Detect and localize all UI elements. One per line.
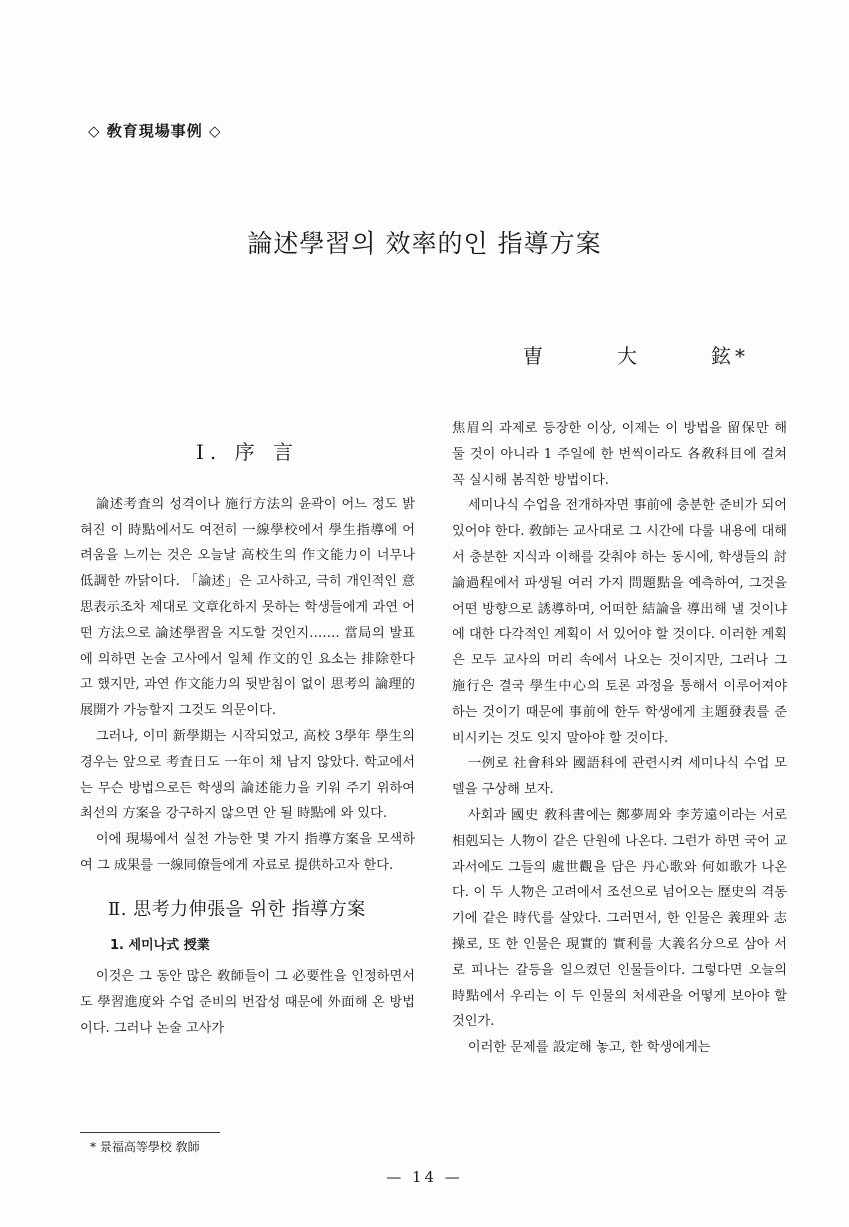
- footnote: * 景福高等學校 敎師: [90, 1140, 200, 1154]
- paragraph: 論述考査의 성격이나 施行方法의 윤곽이 어느 정도 밝혀진 이 時點에서도 여전히 一線學校에서 學生指導에 어려움을 느끼는 것은 오늘날 高校生의 作文能力이 너무나 低調한 까닭이다. 「論述」은 고사하고, 극히 개인적인 意思表示조차 제대로 文章化하지 못하는 학생들에게 과연 어떤 方法으로 論述學習을 지도할 것인지……. 當局의 발표에 의하면 논술 고사에서 일체 作文的인 요소는 排除한다고 했지만, 과연 作文能力의 뒷받침이 없이 思考의 論理的 展開가 가능할지 그것도 의문이다.: [80, 496, 415, 719]
- paragraph: 세미나식 수업을 전개하자면 事前에 충분한 준비가 되어 있어야 한다. 敎師는 교사대로 그 시간에 다룰 내용에 대해서 충분한 지식과 이해를 갖춰야 하는 동시에, 학생들의 討論過程에서 파생될 여러 가지 問題點을 예측하여, 그것을 어떤 방향으로 誘導하며, 어떠한 結論을 導出해 낼 것이냐에 대한 다각적인 계획이 서 있어야 할 것이다. 이러한 계획은 모두 교사의 머리 속에서 나오는 것이지만, 그러나 그 施行은 결국 學生中心의 토론 과정을 통해서 이루어져야 하는 것이기 때문에 事前에 한두 학생에게 主題發表를 준비시키는 것도 잊지 말아야 할 것이다.: [452, 498, 787, 746]
- paragraph: 사회과 國史 敎科書에는 鄭夢周와 李芳遠이라는 서로 相剋되는 人物이 같은 단원에 나온다. 그런가 하면 국어 교과서에도 그들의 處世觀을 담은 丹心歌와 何如歌가 나온다. 이 두 人物은 고려에서 조선으로 넘어오는 歷史의 격동기에 같은 時代를 살았다. 그러면서, 한 인물은 義理와 志操로, 또 한 인물은 現實的 實利를 大義名分으로 삼아 서로 피나는 갈등을 일으켰던 인물들이다. 그렇다면 오늘의 時點에서 우리는 이 두 인물의 처세관을 어떻게 보아야 할 것인가.: [452, 807, 787, 1030]
- author-name-2: 大: [617, 344, 641, 368]
- paragraph: 焦眉의 과제로 등장한 이상, 이제는 이 방법을 留保만 해 둘 것이 아니라 1 주일에 한 번씩이라도 各敎科目에 걸쳐 꼭 실시해 봄직한 방법이다.: [452, 421, 787, 488]
- author-name-3: 鉉*: [711, 344, 749, 368]
- author: [453, 340, 749, 369]
- page-number: — 14 —: [386, 1168, 463, 1186]
- article-title: 論述學習의 效率的인 指導方案: [247, 229, 602, 258]
- footnote-divider: [80, 1132, 220, 1133]
- paragraph: 그러나, 이미 新學期는 시작되었고, 高校 3學年 學生의 경우는 앞으로 考査日도 一年이 채 남지 않았다. 학교에서는 무슨 방법으로든 학생의 論述能力을 키워 주기 위하여 최선의 方案을 강구하지 않으면 안 될 時點에 와 있다.: [80, 728, 415, 822]
- author-name-1: 曺: [523, 344, 547, 368]
- left-column: [80, 410, 415, 1042]
- right-column: [452, 416, 787, 1061]
- paragraph: 이것은 그 동안 많은 敎師들이 그 必要性을 인정하면서도 學習進度와 수업 준비의 번잡성 때문에 外面해 온 방법이다. 그러나 논술 고사가: [80, 969, 415, 1036]
- paragraph: 一例로 社會科와 國語科에 관련시켜 세미나식 수업 모델을 구상해 보자.: [452, 756, 787, 798]
- section-heading-methods: Ⅱ. 思考力伸張을 위한 指導方案: [108, 898, 366, 920]
- paragraph: 이러한 문제를 設定해 놓고, 한 학생에게는: [467, 1040, 711, 1056]
- series-label: ◇ 敎育現場事例 ◇: [88, 122, 222, 140]
- paragraph: 이에 現場에서 실천 가능한 몇 가지 指導方案을 모색하여 그 成果를 一線同僚들에게 자료로 提供하고자 한다.: [80, 832, 415, 873]
- subsection-heading: 1. 세미나式 授業: [110, 937, 210, 953]
- section-heading-intro: Ⅰ. 序 言: [196, 440, 299, 464]
